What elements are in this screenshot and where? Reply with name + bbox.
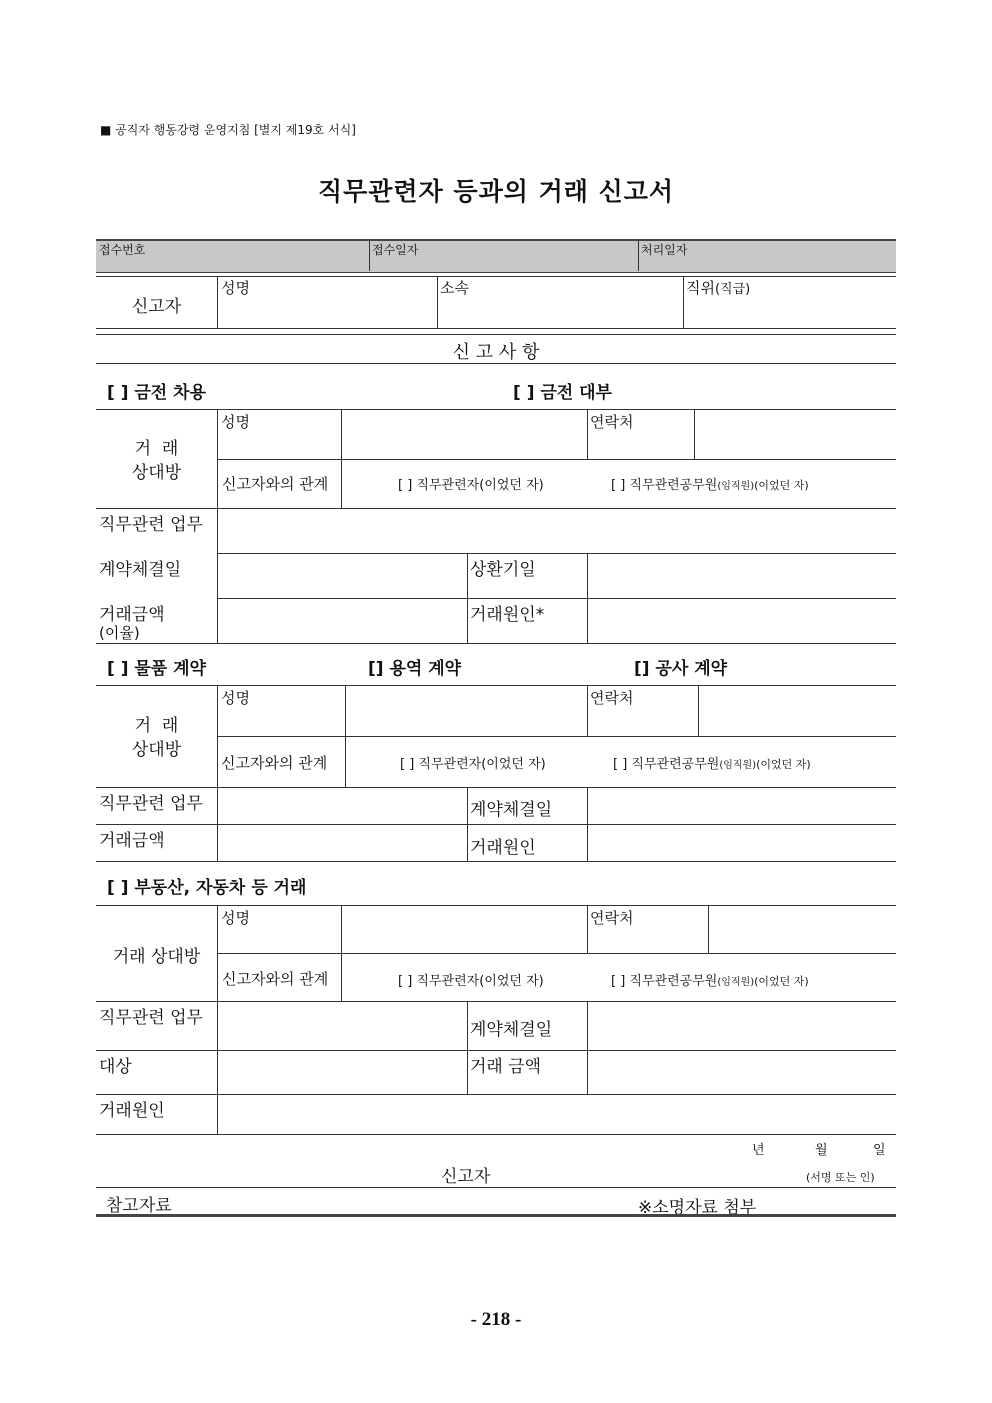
reporter-position-label: 직위(직급)	[686, 279, 751, 297]
sec3-name-label: 성명	[221, 909, 250, 927]
reporter-label: 신고자	[131, 297, 182, 317]
sec3-counterparty-label: 거래 상대방	[112, 947, 201, 967]
attachment-note: ※소명자료 첨부	[638, 1198, 757, 1218]
report-items-title: 신 고 사 항	[452, 342, 540, 363]
option-construction-contract[interactable]: [] 공사 계약	[634, 659, 728, 679]
sec1-contact-label: 연락처	[590, 413, 634, 431]
sec3-amount-label: 거래 금액	[470, 1057, 542, 1077]
sec1-interest-label: (이율)	[99, 624, 140, 642]
sec1-relation-duty-related[interactable]: [ ] 직무관련자(이었던 자)	[398, 478, 544, 493]
option-realestate-vehicle[interactable]: [ ] 부동산, 자동차 등 거래	[107, 878, 307, 898]
reporter-affiliation-label: 소속	[440, 279, 469, 297]
sec1-duty-label: 직무관련 업무	[99, 515, 203, 535]
sec2-amount-label: 거래금액	[99, 831, 165, 851]
date-day-label: 일	[873, 1143, 886, 1158]
processed-date-label: 처리일자	[641, 243, 688, 257]
option-money-borrow[interactable]: [ ] 금전 차용	[107, 383, 206, 403]
sec1-name-label: 성명	[221, 413, 250, 431]
sec2-reason-label: 거래원인	[470, 838, 536, 858]
sec2-relation-duty-related[interactable]: [ ] 직무관련자(이었던 자)	[400, 757, 546, 772]
sec1-counterparty-label: 거 래 상대방	[131, 439, 182, 483]
date-year-label: 년	[752, 1143, 765, 1158]
form-title: 직무관련자 등과의 거래 신고서	[317, 177, 675, 206]
sec1-contract-date-label: 계약체결일	[99, 560, 182, 580]
sec2-name-label: 성명	[221, 689, 250, 707]
reporter-name-label: 성명	[221, 279, 250, 297]
sec2-duty-label: 직무관련 업무	[99, 794, 203, 814]
sec3-relation-label: 신고자와의 관계	[222, 970, 329, 988]
signature-reporter-label: 신고자	[441, 1167, 491, 1187]
receipt-number-label: 접수번호	[99, 243, 146, 257]
option-service-contract[interactable]: [] 용역 계약	[368, 659, 462, 679]
form-bottom-rule	[96, 1214, 896, 1217]
sec3-target-label: 대상	[99, 1057, 132, 1077]
receipt-row	[96, 239, 896, 273]
option-money-lend[interactable]: [ ] 금전 대부	[513, 383, 612, 403]
sec2-counterparty-label: 거 래 상대방	[131, 716, 182, 760]
sec3-relation-duty-official[interactable]: [ ] 직무관련공무원(임직원)(이었던 자)	[611, 974, 809, 989]
sec1-repay-date-label: 상환기일	[470, 560, 536, 580]
sec2-relation-duty-official[interactable]: [ ] 직무관련공무원(임직원)(이었던 자)	[613, 757, 811, 772]
reference-label: 참고자료	[106, 1196, 172, 1216]
sec1-amount-label: 거래금액	[99, 605, 165, 625]
sec3-contact-label: 연락처	[590, 909, 634, 927]
sec1-relation-duty-official[interactable]: [ ] 직무관련공무원(임직원)(이었던 자)	[611, 478, 809, 493]
signature-hint: (서명 또는 인)	[806, 1171, 875, 1184]
option-goods-contract[interactable]: [ ] 물품 계약	[107, 659, 206, 679]
sec2-contact-label: 연락처	[590, 689, 634, 707]
sec3-relation-duty-related[interactable]: [ ] 직무관련자(이었던 자)	[398, 974, 544, 989]
receipt-date-label: 접수일자	[372, 243, 419, 257]
form-source-note: ■ 공직자 행동강령 운영지침 [별지 제19호 서식]	[100, 123, 356, 137]
sec3-reason-label: 거래원인	[99, 1101, 165, 1121]
page-number: - 218 -	[470, 1309, 522, 1330]
sec2-contract-date-label: 계약체결일	[470, 800, 553, 820]
sec1-relation-label: 신고자와의 관계	[222, 475, 329, 493]
sec3-contract-date-label: 계약체결일	[470, 1020, 553, 1040]
sec1-reason-label: 거래원인*	[470, 605, 545, 625]
sec2-relation-label: 신고자와의 관계	[221, 754, 328, 772]
date-month-label: 월	[815, 1143, 828, 1158]
sec3-duty-label: 직무관련 업무	[99, 1008, 203, 1028]
